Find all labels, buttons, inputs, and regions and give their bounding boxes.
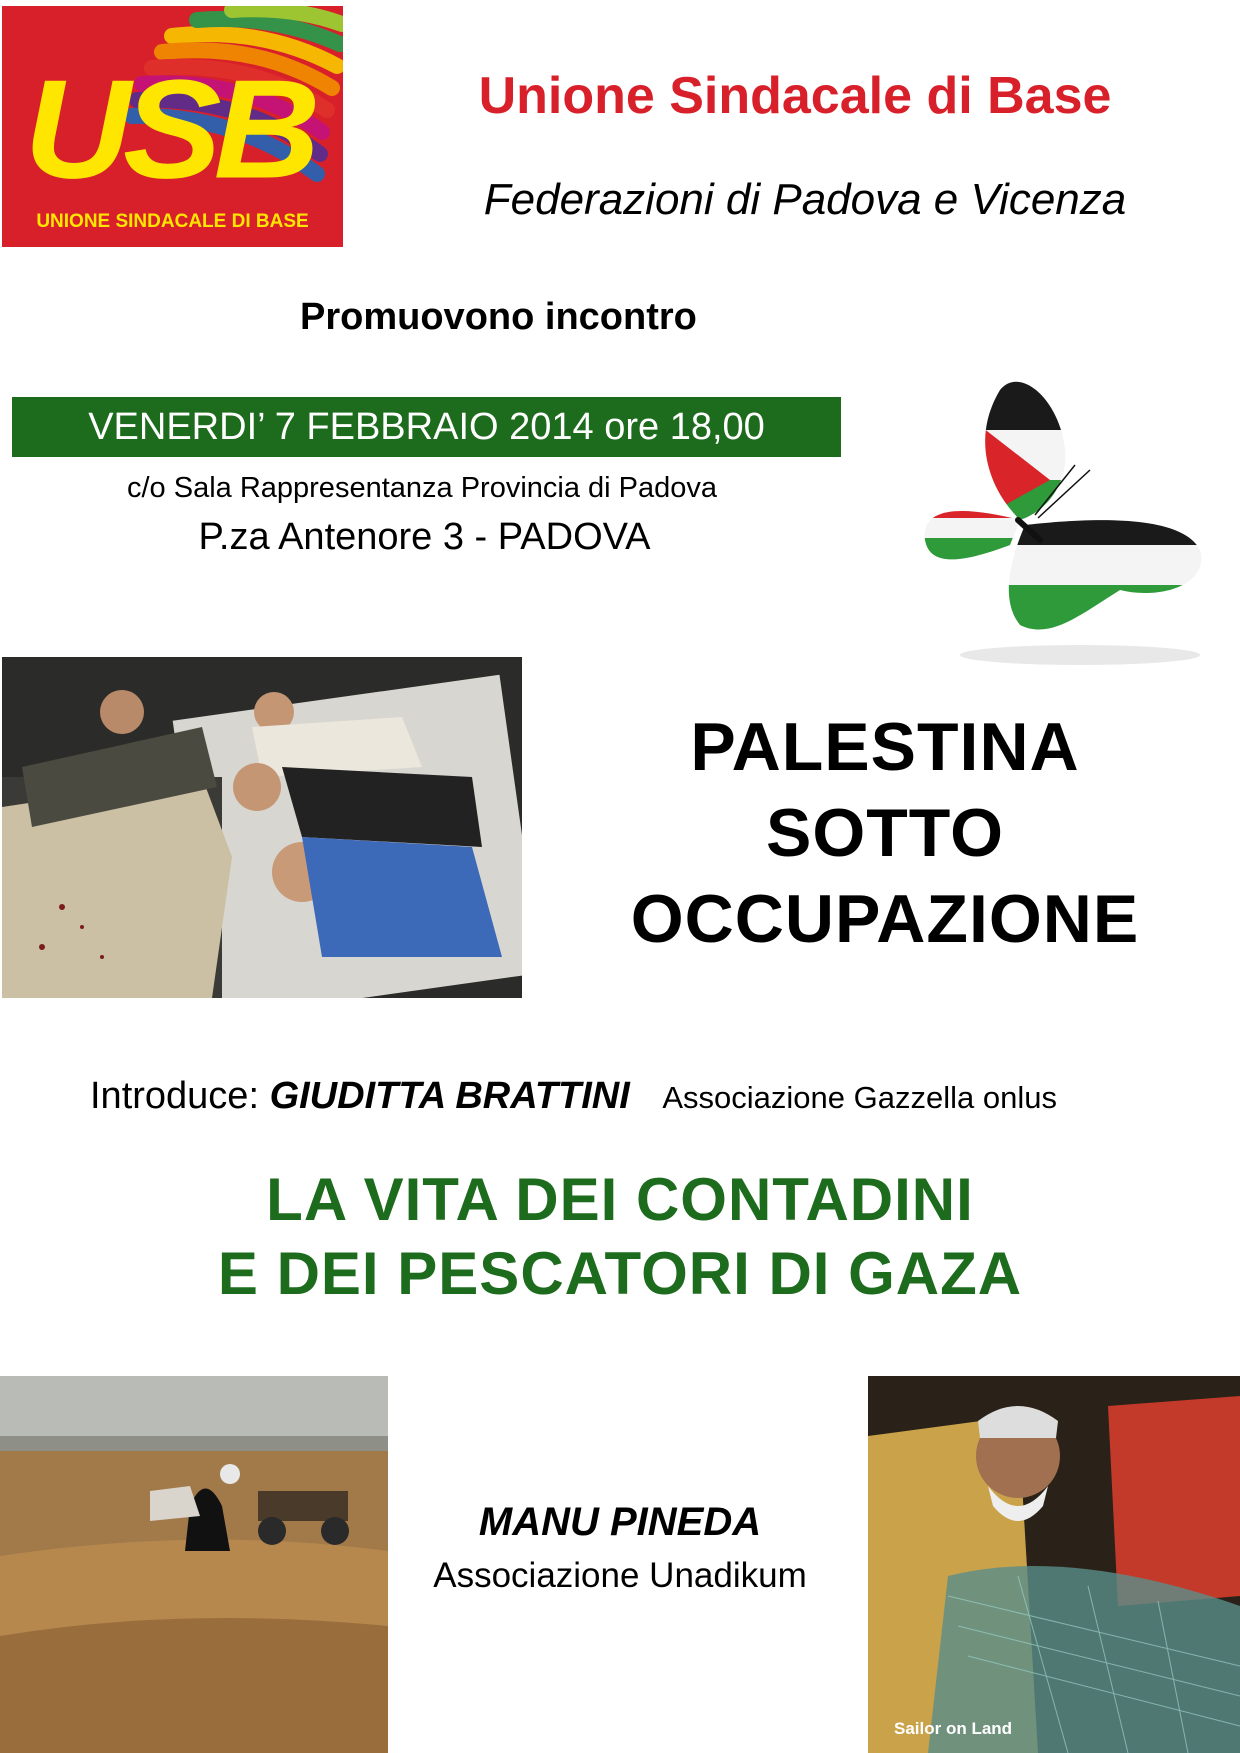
topic-line-2: E DEI PESCATORI DI GAZA [217,1240,1023,1307]
topic-line-1: LA VITA DEI CONTADINI [266,1166,974,1233]
promo-heading: Promuovono incontro [300,296,697,338]
photo-caption: Sailor on Land [894,1719,1013,1738]
intro-label: Introduce: [90,1075,259,1117]
farmland-photo [0,1376,388,1753]
speaker-2-association: Associazione Unadikum [433,1556,807,1595]
butterfly-flag-image [900,370,1220,670]
hospital-photo [2,657,522,998]
organization-subtitle: Federazioni di Padova e Vicenza [483,175,1127,224]
topic-title [0,1163,1240,1311]
logo-subtitle: UNIONE SINDACALE DI BASE [36,211,309,232]
main-headline [560,704,1210,962]
event-venue: c/o Sala Rappresentanza Provincia di Padova [126,472,718,504]
usb-logo [2,6,343,247]
speaker-2-name: MANU PINEDA [478,1500,762,1544]
fisherman-photo [868,1376,1240,1753]
intro-association: Associazione Gazzella onlus [662,1080,1057,1115]
headline-line-3: OCCUPAZIONE [630,881,1140,957]
headline-line-1: PALESTINA [690,709,1080,785]
event-date-banner: VENERDI’ 7 FEBBRAIO 2014 ore 18,00 [12,397,841,457]
intro-speaker: GIUDITTA BRATTINI [269,1075,630,1117]
headline-line-2: SOTTO [766,795,1004,871]
organization-title: Unione Sindacale di Base [478,67,1112,125]
logo-wordmark: USB [24,51,313,208]
event-address: P.za Antenore 3 - PADOVA [198,516,651,558]
introduction-line [90,1077,1220,1115]
